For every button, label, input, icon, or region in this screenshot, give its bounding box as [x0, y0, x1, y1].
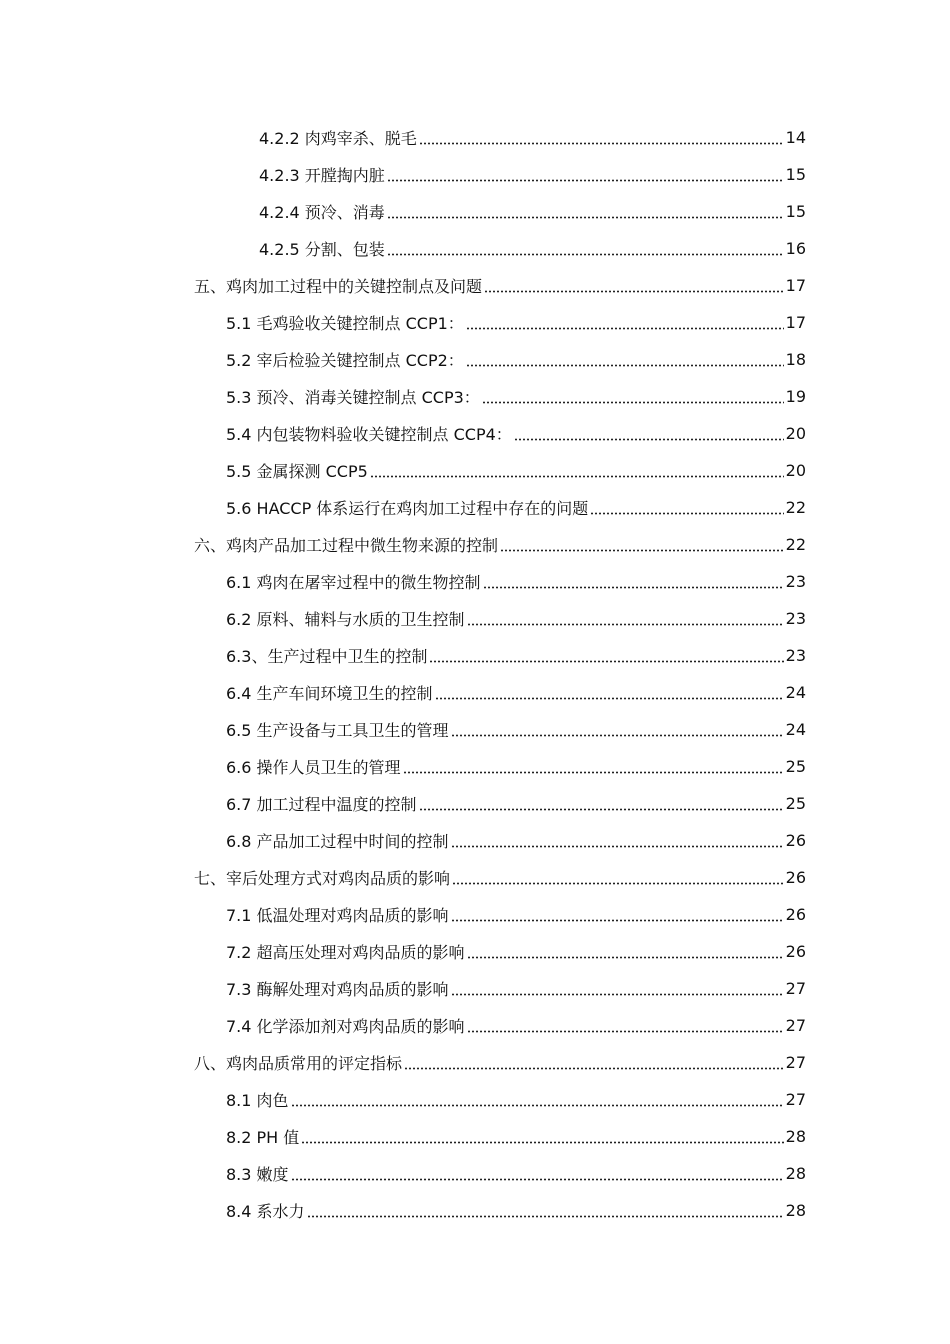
- toc-dot-leader: [467, 623, 784, 626]
- toc-entry[interactable]: [226, 415, 806, 452]
- toc-entry-title: 5.5 金属探测 CCP5: [226, 462, 368, 481]
- toc-entry[interactable]: [226, 304, 806, 341]
- toc-entry[interactable]: [226, 674, 806, 711]
- toc-entry-title: 6.4 生产车间环境卫生的控制: [226, 684, 433, 703]
- toc-entry-page-number: 20: [785, 461, 806, 480]
- toc-entry[interactable]: [194, 526, 806, 563]
- toc-entry-title: 4.2.4 预冷、消毒: [259, 203, 385, 222]
- toc-entry-page-number: 25: [785, 794, 806, 813]
- toc-entry[interactable]: [259, 230, 806, 267]
- toc-entry-title: 5.6 HACCP 体系运行在鸡肉加工过程中存在的问题: [226, 499, 589, 518]
- toc-entry[interactable]: [226, 933, 806, 970]
- toc-entry-page-number: 27: [785, 1090, 806, 1109]
- toc-entry-title: 八、鸡肉品质常用的评定指标: [194, 1054, 403, 1073]
- toc-dot-leader: [451, 845, 784, 848]
- toc-entry-title: 五、鸡肉加工过程中的关键控制点及问题: [194, 277, 483, 296]
- toc-dot-leader: [307, 1215, 784, 1218]
- toc-entry-title: 7.4 化学添加剂对鸡肉品质的影响: [226, 1017, 465, 1036]
- toc-entry-page-number: 28: [785, 1201, 806, 1220]
- toc-dot-leader: [404, 1067, 784, 1070]
- toc-entry[interactable]: [226, 748, 806, 785]
- toc-entry-title: 5.3 预冷、消毒关键控制点 CCP3：: [226, 388, 480, 407]
- toc-dot-leader: [419, 142, 784, 145]
- toc-entry[interactable]: [259, 193, 806, 230]
- toc-entry-page-number: 22: [785, 535, 806, 554]
- toc-entry-title: 8.4 系水力: [226, 1202, 305, 1221]
- toc-entry-page-number: 17: [785, 276, 806, 295]
- toc-dot-leader: [484, 290, 784, 293]
- toc-entry[interactable]: [259, 156, 806, 193]
- toc-entry-title: 6.3、生产过程中卫生的控制: [226, 647, 428, 666]
- toc-entry-page-number: 17: [785, 313, 806, 332]
- toc-entry[interactable]: [194, 859, 806, 896]
- toc-entry[interactable]: [194, 267, 806, 304]
- toc-entry-page-number: 24: [785, 720, 806, 739]
- toc-dot-leader: [483, 586, 784, 589]
- toc-entry[interactable]: [226, 600, 806, 637]
- toc-entry-page-number: 23: [785, 646, 806, 665]
- toc-entry[interactable]: [194, 1044, 806, 1081]
- toc-entry[interactable]: [226, 378, 806, 415]
- toc-entry-title: 4.2.5 分割、包装: [259, 240, 385, 259]
- toc-entry[interactable]: [226, 341, 806, 378]
- toc-dot-leader: [387, 253, 784, 256]
- toc-dot-leader: [466, 327, 784, 330]
- toc-entry[interactable]: [226, 896, 806, 933]
- toc-entry[interactable]: [226, 1192, 806, 1229]
- toc-entry-title: 4.2.2 肉鸡宰杀、脱毛: [259, 129, 417, 148]
- toc-entry[interactable]: [226, 970, 806, 1007]
- toc-entry[interactable]: [226, 1118, 806, 1155]
- toc-entry-page-number: 25: [785, 757, 806, 776]
- toc-dot-leader: [467, 1030, 784, 1033]
- toc-entry-page-number: 28: [785, 1127, 806, 1146]
- toc-entry-title: 六、鸡肉产品加工过程中微生物来源的控制: [194, 536, 499, 555]
- toc-entry-title: 6.7 加工过程中温度的控制: [226, 795, 417, 814]
- toc-entry[interactable]: [226, 452, 806, 489]
- toc-entry-title: 6.2 原料、辅料与水质的卫生控制: [226, 610, 465, 629]
- toc-entry-title: 5.2 宰后检验关键控制点 CCP2：: [226, 351, 464, 370]
- toc-dot-leader: [387, 179, 784, 182]
- toc-entry-page-number: 18: [785, 350, 806, 369]
- toc-entry[interactable]: [226, 822, 806, 859]
- toc-dot-leader: [387, 216, 784, 219]
- toc-entry-page-number: 26: [785, 831, 806, 850]
- toc-entry-title: 8.2 PH 值: [226, 1128, 300, 1147]
- toc-entry-page-number: 26: [785, 942, 806, 961]
- toc-dot-leader: [590, 512, 783, 515]
- toc-dot-leader: [514, 438, 784, 441]
- toc-dot-leader: [451, 993, 784, 996]
- toc-entry[interactable]: [226, 1007, 806, 1044]
- toc-entry-page-number: 15: [785, 202, 806, 221]
- toc-dot-leader: [467, 956, 784, 959]
- toc-entry-title: 5.4 内包装物料验收关键控制点 CCP4：: [226, 425, 512, 444]
- toc-dot-leader: [403, 771, 784, 774]
- toc-entry[interactable]: [226, 1155, 806, 1192]
- toc-entry-page-number: 20: [785, 424, 806, 443]
- toc-entry-page-number: 27: [785, 1053, 806, 1072]
- toc-entry-page-number: 16: [785, 239, 806, 258]
- toc-entry-title: 5.1 毛鸡验收关键控制点 CCP1：: [226, 314, 464, 333]
- toc-entry-page-number: 24: [785, 683, 806, 702]
- toc-dot-leader: [301, 1141, 783, 1144]
- toc-entry[interactable]: [226, 785, 806, 822]
- toc-entry-title: 7.3 酶解处理对鸡肉品质的影响: [226, 980, 449, 999]
- toc-entry[interactable]: [226, 1081, 806, 1118]
- toc-entry-page-number: 27: [785, 1016, 806, 1035]
- toc-dot-leader: [291, 1104, 784, 1107]
- toc-entry-page-number: 27: [785, 979, 806, 998]
- toc-entry-page-number: 19: [785, 387, 806, 406]
- toc-entry-title: 4.2.3 开膛掏内脏: [259, 166, 385, 185]
- toc-entry-title: 8.1 肉色: [226, 1091, 289, 1110]
- toc-entry-page-number: 23: [785, 572, 806, 591]
- toc-entry-page-number: 28: [785, 1164, 806, 1183]
- toc-dot-leader: [451, 919, 784, 922]
- toc-entry-title: 6.5 生产设备与工具卫生的管理: [226, 721, 449, 740]
- toc-entry[interactable]: [226, 637, 806, 674]
- toc-dot-leader: [451, 734, 784, 737]
- toc-dot-leader: [429, 660, 783, 663]
- toc-dot-leader: [466, 364, 784, 367]
- toc-entry-title: 7.2 超高压处理对鸡肉品质的影响: [226, 943, 465, 962]
- toc-entry-page-number: 15: [785, 165, 806, 184]
- toc-entry[interactable]: [226, 489, 806, 526]
- toc-dot-leader: [419, 808, 784, 811]
- toc-dot-leader: [500, 549, 784, 552]
- toc-entry-page-number: 23: [785, 609, 806, 628]
- toc-entry-page-number: 22: [785, 498, 806, 517]
- toc-dot-leader: [370, 475, 784, 478]
- toc-entry-title: 6.8 产品加工过程中时间的控制: [226, 832, 449, 851]
- toc-entry[interactable]: [226, 711, 806, 748]
- toc-dot-leader: [435, 697, 784, 700]
- toc-entry-page-number: 26: [785, 905, 806, 924]
- toc-dot-leader: [482, 401, 784, 404]
- toc-entry-title: 7.1 低温处理对鸡肉品质的影响: [226, 906, 449, 925]
- toc-entry-title: 6.6 操作人员卫生的管理: [226, 758, 401, 777]
- toc-entry-title: 七、宰后处理方式对鸡肉品质的影响: [194, 869, 451, 888]
- toc-dot-leader: [291, 1178, 784, 1181]
- toc-entry[interactable]: [226, 563, 806, 600]
- toc-dot-leader: [452, 882, 784, 885]
- toc-entry-page-number: 14: [785, 128, 806, 147]
- toc-entry-page-number: 26: [785, 868, 806, 887]
- toc-entry-title: 6.1 鸡肉在屠宰过程中的微生物控制: [226, 573, 481, 592]
- toc-entry-title: 8.3 嫩度: [226, 1165, 289, 1184]
- toc-entry[interactable]: [259, 119, 806, 156]
